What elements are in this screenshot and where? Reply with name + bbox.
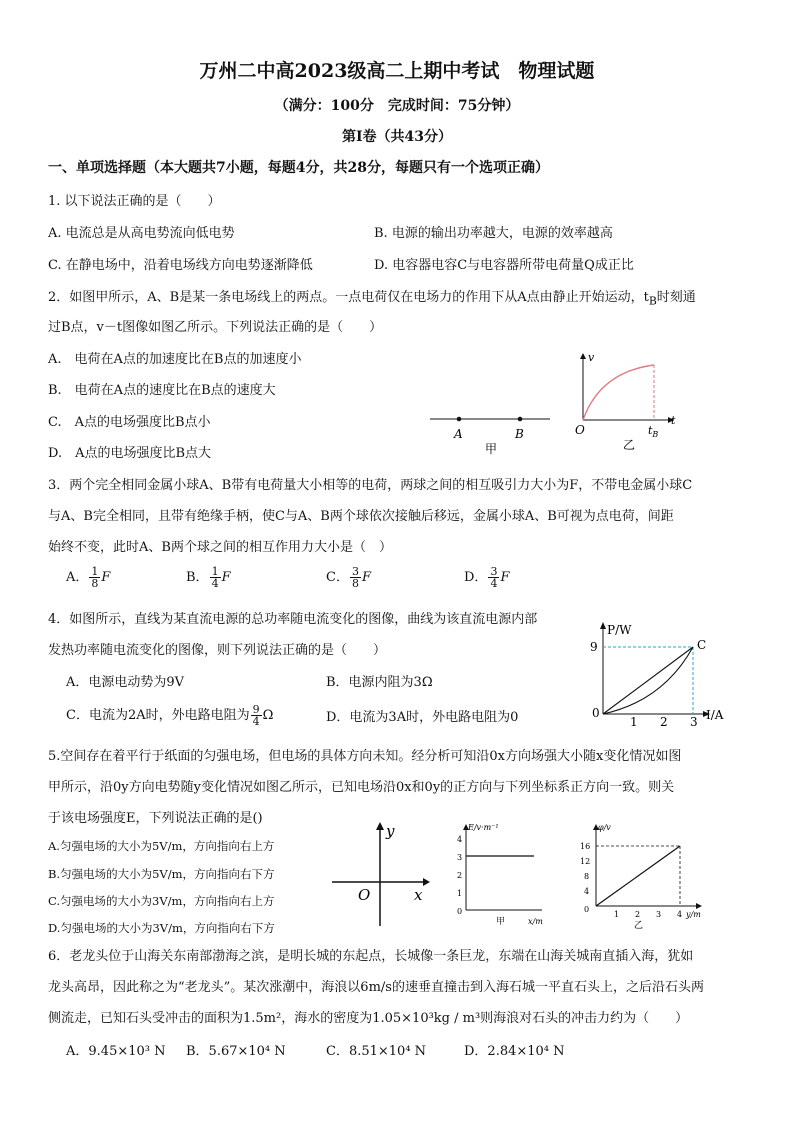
q4-option-d: D．电流为3A时，外电路电阻为0 (326, 710, 519, 725)
point-a (457, 417, 462, 422)
q2-figure-yi (574, 350, 684, 462)
e-tick-0: 0 (457, 907, 463, 916)
q1-stem: 1. 以下说法正确的是（ ） (48, 194, 221, 209)
origin-label: O (358, 886, 371, 904)
y-axis-arrow (696, 903, 702, 909)
q5-option-d: D.匀强电场的大小为3V/m，方向指向右下方 (48, 921, 275, 935)
caption-yi: 乙 (623, 438, 636, 452)
e-tick-4: 4 (457, 835, 463, 844)
page-title: 万州二中高2023级高二上期中考试 物理试题 (199, 60, 595, 82)
q4-line2: 发热功率随电流变化的图像，则下列说法正确的是（ ） (48, 643, 387, 658)
i-tick-2: 2 (660, 715, 668, 729)
v-label: v (588, 351, 595, 364)
q6-option-b: B．5.67×10⁴ N (186, 1044, 286, 1059)
q6-option-a: A．9.45×10³ N (66, 1044, 166, 1059)
q6-line1: 6．老龙头位于山海关东南部渤海之滨，是明长城的东起点，长城像一条巨龙，东端在山海关城南直插入海，犹如 (48, 949, 694, 964)
x-axis-arrow (423, 878, 430, 886)
q2-option-c: C. A点的电场强度比B点小 (48, 415, 211, 430)
e-tick-2: 2 (457, 871, 463, 880)
label-a: A (454, 427, 463, 441)
q5-figure-jia (452, 818, 552, 930)
q5-line3: 于该电场强度E，下列说法正确的是() (48, 811, 263, 826)
e-axis-label: E/v·m⁻¹ (468, 823, 499, 832)
q2-stem-text: 2．如图甲所示，A、B是某一条电场线上的两点。一点电荷仅在电场力的作用下从A点由静止开始运动，t (48, 290, 649, 305)
phi-tick-4: 4 (584, 887, 590, 896)
phi-tick-12: 12 (580, 857, 591, 866)
q3-line1: 3．两个完全相同金属小球A、B带有电荷量大小相等的电荷，两球之间的相互吸引力大小为F，不带电金属小球C (48, 478, 693, 493)
q6-line2: 龙头高昂，因此称之为“老龙头”。某次涨潮中，海浪以6m/s的速垂直撞击到入海石城一平直石头上，之后沿石头两 (48, 980, 704, 995)
q2-stem-end: 时刻通 (656, 290, 696, 305)
q3-line3: 始终不变，此时A、B两个球之间的相互作用力大小是（ ） (48, 540, 392, 555)
exam-info: （满分：100分 完成时间：75分钟） (274, 98, 520, 114)
e-tick-1: 1 (457, 889, 463, 898)
q4-line1: 4．如图所示，直线为某直流电源的总功率随电流变化的图像，曲线为该直流电源内部 (48, 612, 538, 627)
y-axis-arrow (376, 822, 384, 830)
y-tick-2: 2 (635, 910, 641, 919)
q3-option-c: C． $\frac{3}{8}$ F (326, 565, 371, 590)
q6-line3: 侧流走，已知石头受冲击的面积为1.5m²，海水的密度为1.05×10³kg / m³则海浪对石头的冲击力约为（ ） (48, 1011, 689, 1026)
q1-option-b: B. 电源的输出功率越大，电源的效率越高 (374, 226, 613, 241)
caption-jia: 甲 (496, 917, 506, 927)
p-axis-arrow (600, 622, 606, 629)
i-tick-3: 3 (690, 715, 698, 729)
phi-tick-16: 16 (580, 842, 591, 851)
phi-tick-8: 8 (584, 872, 590, 881)
q5-line1: 5.空间存在着平行于纸面的匀强电场，但电场的具体方向未知。经分析可知沿0x方向场强大小随x变化情况如图 (48, 749, 682, 764)
y-tick-3: 3 (656, 910, 662, 919)
q5-option-a: A.匀强电场的大小为5V/m，方向指向右上方 (48, 839, 275, 853)
phi-axis-label: φ/v (598, 823, 611, 832)
q2-option-b: B. 电荷在A点的速度比在B点的速度大 (48, 383, 276, 398)
phi-tick-0: 0 (584, 905, 590, 914)
y-tick-1: 1 (614, 910, 620, 919)
q4-option-b: B．电源内阻为3Ω (326, 675, 433, 690)
p-axis-label: P/W (607, 623, 632, 637)
x-axis-label: x/m (528, 917, 543, 926)
e-tick-3: 3 (457, 853, 463, 862)
q1-option-d: D. 电容器电容C与电容器所带电荷量Q成正比 (374, 258, 634, 273)
phi-line (596, 846, 680, 906)
y-tick-4: 4 (677, 910, 683, 919)
y-axis-label: y/m (686, 910, 701, 919)
q2-stem-line1 (48, 286, 696, 308)
volume-label: 第Ⅰ卷（共43分） (341, 129, 453, 145)
label-b: B (515, 427, 524, 441)
origin-0: 0 (592, 706, 600, 720)
i-tick-1: 1 (630, 715, 638, 729)
q1-option-c: C. 在静电场中，沿着电场线方向电势逐渐降低 (48, 258, 313, 273)
p-tick-9: 9 (590, 640, 598, 654)
vt-curve (583, 365, 654, 420)
q2-option-d: D. A点的电场强度比B点大 (48, 446, 212, 461)
i-axis-label: I/A (706, 708, 724, 722)
point-c-label: C (697, 638, 707, 652)
q6-option-c: C．8.51×10⁴ N (326, 1044, 427, 1059)
q1-option-a: A. 电流总是从高电势流向低电势 (48, 226, 235, 241)
caption-yi: 乙 (634, 921, 644, 930)
point-b (518, 417, 523, 422)
v-axis-arrow (580, 353, 586, 359)
q5-line2: 甲所示，沿0y方向电势随y变化情况如图乙所示，已知电场沿0x和0y的正方向与下列坐标系正方向一致。则关 (48, 780, 675, 795)
tb-tick: $t_B$ (648, 424, 659, 439)
t-label: t (671, 414, 676, 427)
q3-line2: 与A、B完全相同，且带有绝缘手柄，使C与A、B两个球依次接触后移远，金属小球A、B可视为点电荷，间距 (48, 509, 674, 524)
q4-power-chart (586, 618, 736, 730)
q2-figure-jia (428, 400, 553, 460)
q3-option-b: B． $\frac{1}{4}$ F (186, 565, 231, 590)
q5-xy-axes (328, 818, 432, 930)
y-label: y (386, 822, 395, 840)
x-label: x (414, 886, 423, 904)
caption-jia: 甲 (485, 442, 498, 456)
q5-option-b: B.匀强电场的大小为5V/m，方向指向右下方 (48, 867, 275, 881)
q5-figure-yi (574, 818, 710, 930)
q3-option-a: A． $\frac{1}{8}$ F (66, 565, 111, 590)
q2-stem-sub: B (648, 294, 657, 308)
q3-option-d: D． $\frac{3}{4}$ F (464, 565, 510, 590)
q6-option-d: D．2.84×10⁴ N (464, 1044, 565, 1059)
total-power-line (603, 647, 693, 714)
q2-stem-line2: 过B点，v－t图像如图乙所示。下列说法正确的是（ ） (48, 320, 383, 335)
q2-option-a: A. 电荷在A点的加速度比在B点的加速度小 (48, 352, 302, 367)
q5-option-c: C.匀强电场的大小为3V/m，方向指向右上方 (48, 894, 275, 908)
section-heading: 一、单项选择题（本大题共7小题，每题4分，共28分，每题只有一个选项正确） (48, 160, 549, 176)
q4-option-a: A．电源电动势为9V (66, 675, 185, 690)
origin-o: O (575, 423, 585, 437)
q4-option-c: C．电流为2A时，外电路电阻为 $\frac{9}{4}$ Ω (66, 703, 274, 728)
